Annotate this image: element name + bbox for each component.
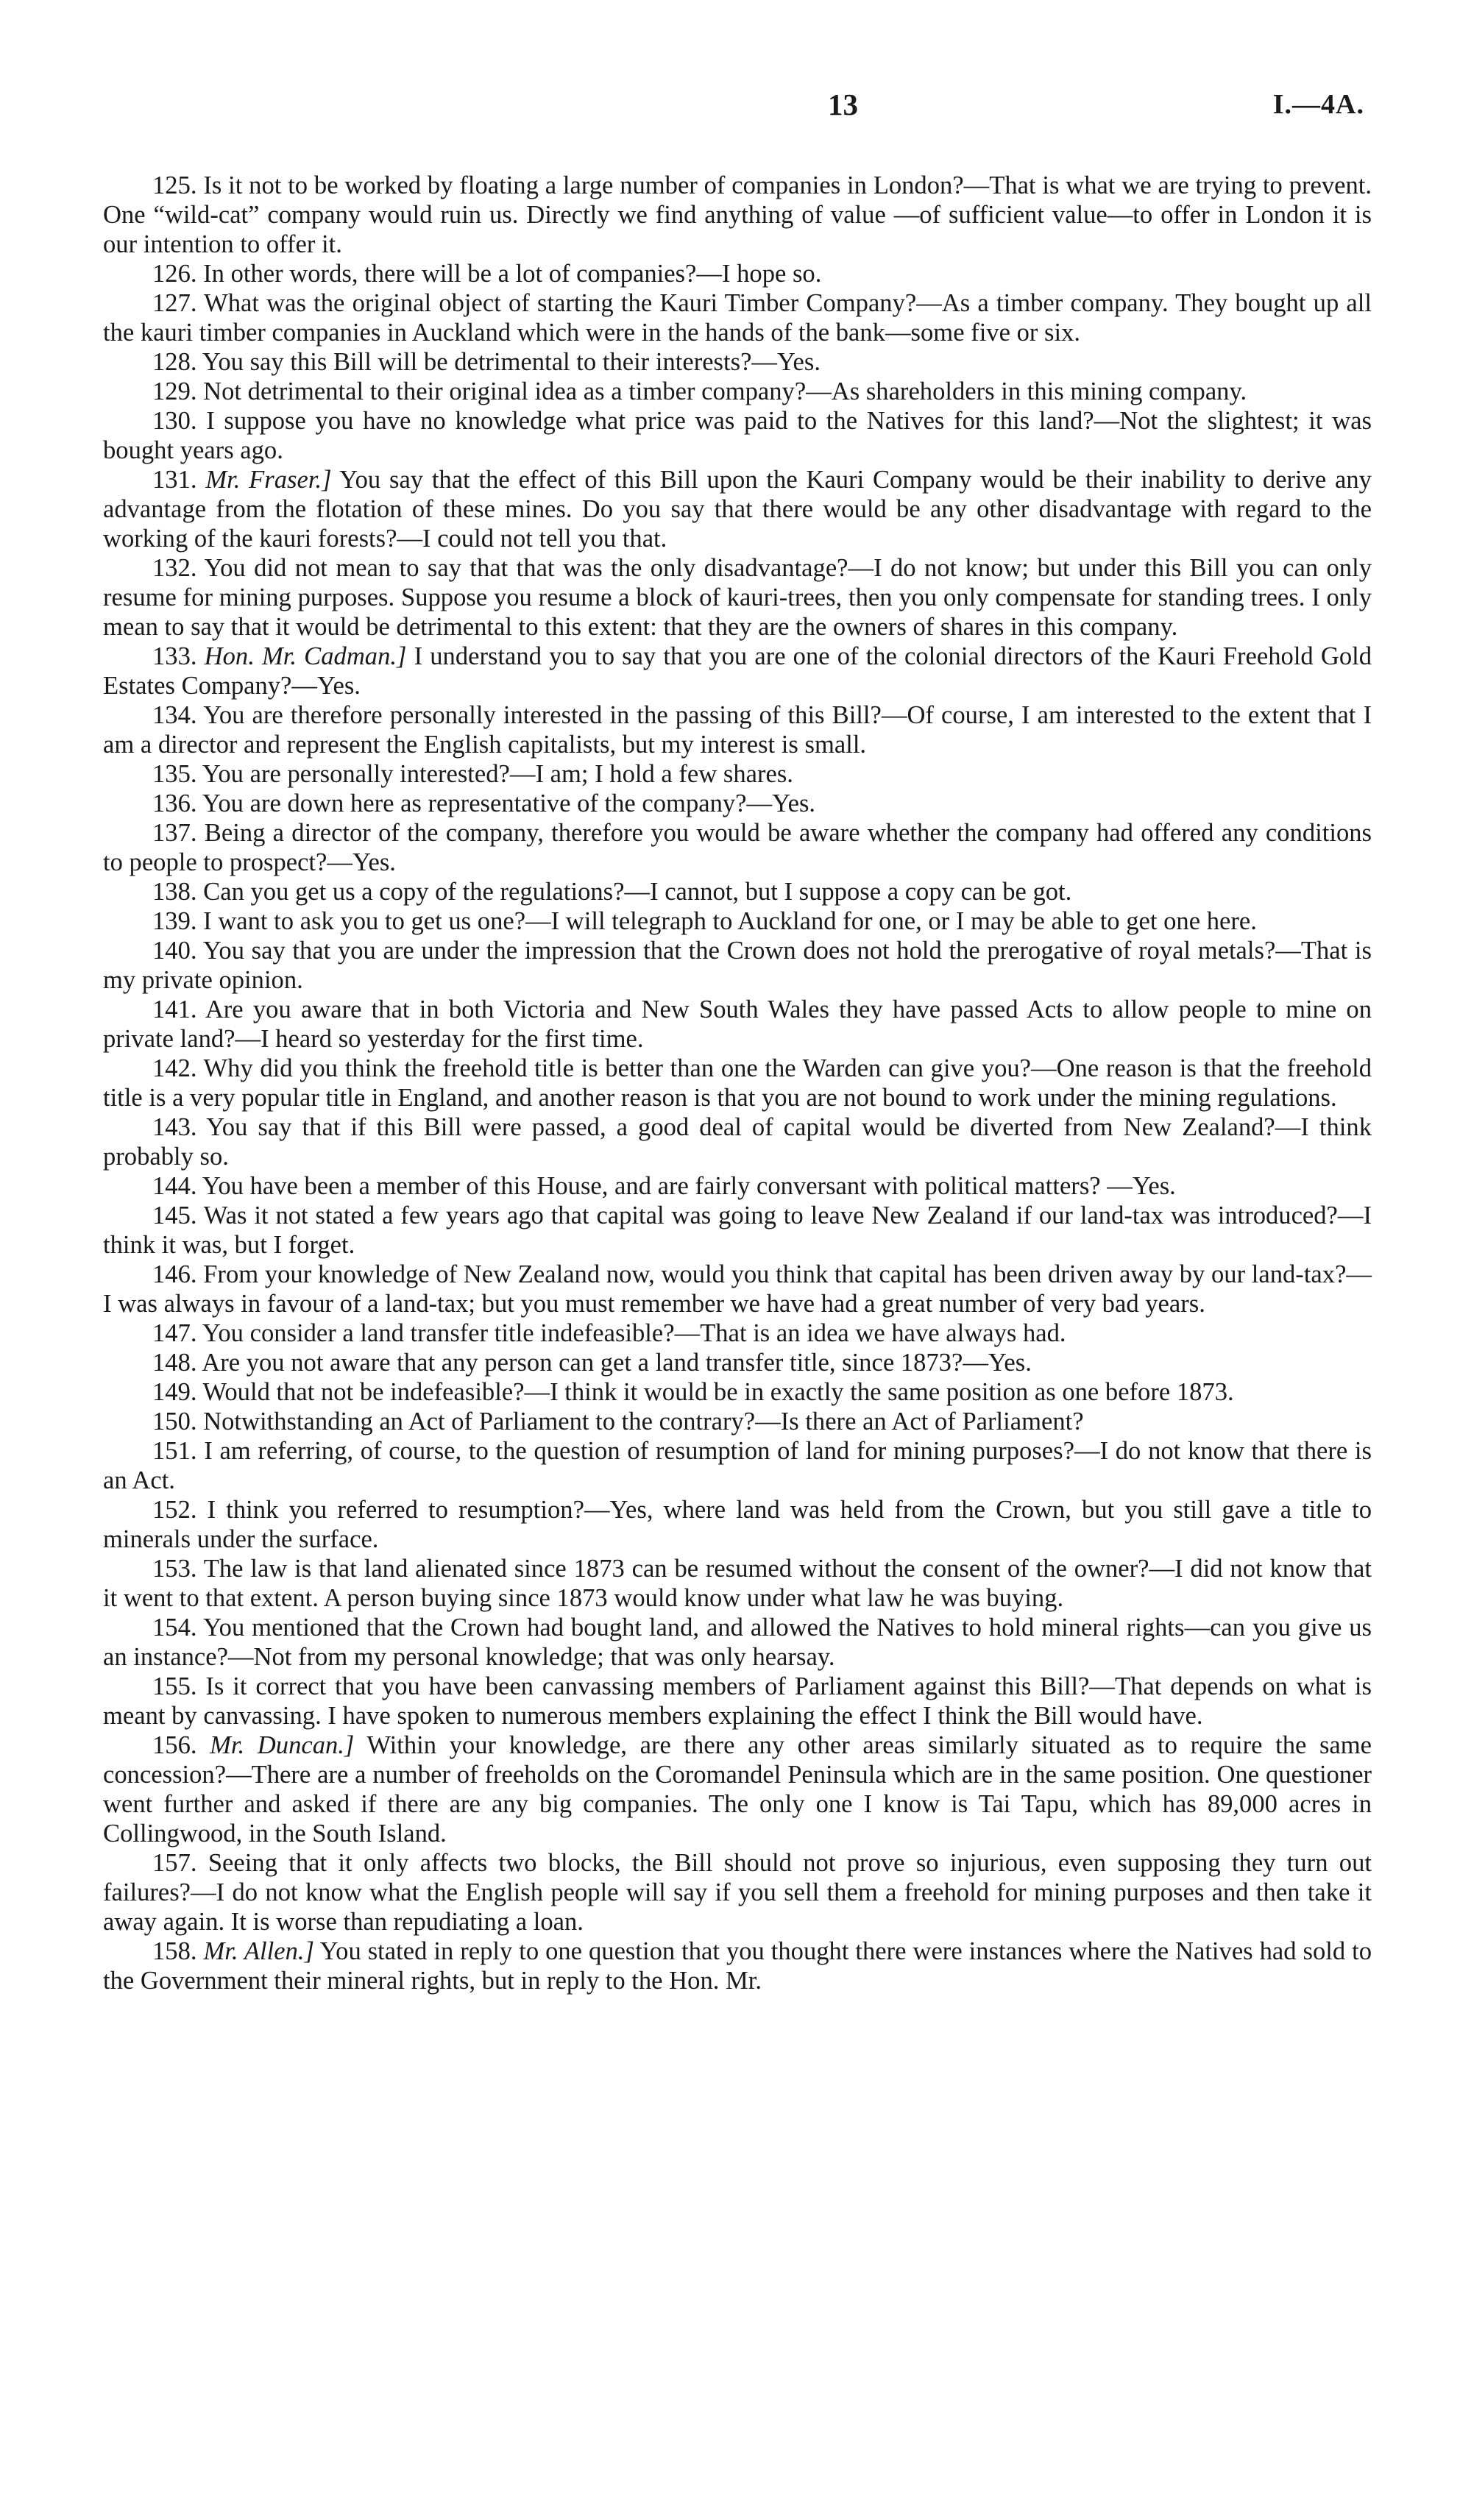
- question-paragraph: [103, 1318, 1372, 1348]
- question-number: 133.: [152, 642, 205, 670]
- speaker-name: Mr. Fraser.]: [205, 466, 332, 494]
- question-paragraph: [103, 1054, 1372, 1112]
- question-paragraph: [103, 1436, 1372, 1495]
- question-paragraph: [103, 1171, 1372, 1201]
- question-answer-text: 137. Being a director of the company, therefore you would be aware whether the company had offered any conditions to people to prospect?—Yes.: [103, 819, 1372, 876]
- question-paragraph: [103, 406, 1372, 465]
- question-paragraph: [103, 377, 1372, 406]
- question-paragraph: [103, 700, 1372, 759]
- question-paragraph: [103, 1112, 1372, 1171]
- question-paragraph: [103, 1407, 1372, 1436]
- question-paragraph: [103, 936, 1372, 995]
- question-number: 158.: [152, 1937, 204, 1965]
- question-answer-text: 139. I want to ask you to get us one?—I will telegraph to Auckland for one, or I may be able to get one here.: [152, 907, 1257, 935]
- question-answer-text: 134. You are therefore personally interested in the passing of this Bill?—Of course, I am interested to the extent that I am a director and represent the English capitalists, but my interest is small.: [103, 701, 1372, 759]
- question-answer-text: 126. In other words, there will be a lot of companies?—I hope so.: [152, 260, 822, 288]
- question-paragraph: [103, 906, 1372, 936]
- question-answer-text: 141. Are you aware that in both Victoria and New South Wales they have passed Acts to allow people to mine on private land?—I heard so yesterday for the first time.: [103, 995, 1372, 1053]
- question-answer-text: 143. You say that if this Bill were passed, a good deal of capital would be diverted from New Zealand?—I think probably so.: [103, 1113, 1372, 1171]
- question-answer-text: 147. You consider a land transfer title indefeasible?—That is an idea we have always had.: [152, 1319, 1066, 1347]
- question-answer-text: 153. The law is that land alienated since 1873 can be resumed without the consent of the owner?—I did not know that it went to that extent. A person buying since 1873 would know under what law he was buying.: [103, 1555, 1372, 1612]
- evidence-text: [103, 171, 1372, 1995]
- question-answer-text: You stated in reply to one question that you thought there were instances where the Natives had sold to the Government their mineral rights, but in reply to the Hon. Mr.: [103, 1937, 1372, 1995]
- speaker-name: Hon. Mr. Cadman.]: [204, 642, 407, 670]
- question-answer-text: 129. Not detrimental to their original idea as a timber company?—As shareholders in this mining company.: [152, 377, 1247, 405]
- question-answer-text: Within your knowledge, are there any other areas similarly situated as to require the same concession?—There are a number of freeholds on the Coromandel Peninsula which are in the same position. One questioner went further and asked if there are any big companies. The only one I know is Tai Tapu, which has 89,000 acres in Collingwood, in the South Island.: [103, 1731, 1372, 1848]
- question-paragraph: [103, 1554, 1372, 1613]
- question-answer-text: 142. Why did you think the freehold title is better than one the Warden can give you?—One reason is that the freehold title is a very popular title in England, and another reason is that you are not bound to work under the mining regulations.: [103, 1054, 1372, 1112]
- question-paragraph: [103, 759, 1372, 789]
- question-number: 131.: [152, 466, 206, 494]
- question-answer-text: 148. Are you not aware that any person can get a land transfer title, since 1873?—Yes.: [152, 1349, 1032, 1377]
- question-paragraph: [103, 465, 1372, 553]
- question-paragraph: [103, 789, 1372, 818]
- question-paragraph: [103, 171, 1372, 259]
- question-answer-text: 132. You did not mean to say that that was the only disadvantage?—I do not know; but under this Bill you can only resume for mining purposes. Suppose you resume a block of kauri-trees, then you only compensate for standing trees. I only mean to say that it would be detrimental to this extent: that they are the owners of shares in this company.: [103, 554, 1372, 641]
- question-paragraph: [103, 1613, 1372, 1672]
- question-paragraph: [103, 642, 1372, 700]
- question-answer-text: 146. From your knowledge of New Zealand now, would you think that capital has been driven away by our land-tax?—I was always in favour of a land-tax; but you must remember we have had a great number of very bad years.: [103, 1260, 1372, 1318]
- question-answer-text: 157. Seeing that it only affects two blocks, the Bill should not prove so injurious, even supposing they turn out failures?—I do not know what the English people will say if you sell them a freehold for mining purposes and then take it away again. It is worse than repudiating a loan.: [103, 1849, 1372, 1936]
- question-paragraph: [103, 1848, 1372, 1937]
- question-answer-text: 145. Was it not stated a few years ago that capital was going to leave New Zealand if our land-tax was introduced?—I think it was, but I forget.: [103, 1202, 1372, 1259]
- question-paragraph: [103, 1260, 1372, 1318]
- question-paragraph: [103, 1937, 1372, 1995]
- question-paragraph: [103, 347, 1372, 377]
- question-answer-text: 135. You are personally interested?—I am; I hold a few shares.: [152, 760, 793, 788]
- question-paragraph: [103, 553, 1372, 642]
- question-answer-text: 125. Is it not to be worked by floating a large number of companies in London?—That is what we are trying to prevent. One “wild-cat” company would ruin us. Directly we find anything of value —of sufficient value—to offer in London it is our intention to offer it.: [103, 171, 1372, 258]
- question-paragraph: [103, 1348, 1372, 1377]
- question-answer-text: 151. I am referring, of course, to the question of resumption of land for mining purposes?—I do not know that there is an Act.: [103, 1437, 1372, 1494]
- question-paragraph: [103, 1377, 1372, 1407]
- question-paragraph: [103, 288, 1372, 347]
- question-answer-text: 144. You have been a member of this House, and are fairly conversant with political matters? —Yes.: [152, 1172, 1176, 1200]
- page-number: 13: [828, 88, 858, 121]
- question-paragraph: [103, 1495, 1372, 1554]
- question-answer-text: 130. I suppose you have no knowledge what price was paid to the Natives for this land?—Not the slightest; it was bought years ago.: [103, 407, 1372, 464]
- question-answer-text: 138. Can you get us a copy of the regulations?—I cannot, but I suppose a copy can be got.: [152, 878, 1072, 906]
- question-answer-text: 154. You mentioned that the Crown had bought land, and allowed the Natives to hold mineral rights—can you give us an instance?—Not from my personal knowledge; that was only hearsay.: [103, 1614, 1372, 1671]
- speaker-name: Mr. Duncan.]: [210, 1731, 355, 1759]
- question-answer-text: 150. Notwithstanding an Act of Parliament to the contrary?—Is there an Act of Parliament?: [152, 1408, 1084, 1435]
- speaker-name: Mr. Allen.]: [203, 1937, 314, 1965]
- question-paragraph: [103, 1672, 1372, 1731]
- question-answer-text: I understand you to say that you are one of the colonial directors of the Kauri Freehold Gold Estates Company?—Yes.: [103, 642, 1372, 700]
- document-reference: I.—4A.: [1272, 89, 1364, 120]
- question-answer-text: 155. Is it correct that you have been canvassing members of Parliament against this Bill?—That depends on what is meant by canvassing. I have spoken to numerous members explaining the effect I think the Bill would have.: [103, 1672, 1372, 1730]
- question-number: 156.: [152, 1731, 210, 1759]
- question-answer-text: 127. What was the original object of starting the Kauri Timber Company?—As a timber company. They bought up all the kauri timber companies in Auckland which were in the hands of the bank—some five or six.: [103, 289, 1372, 347]
- question-answer-text: 140. You say that you are under the impression that the Crown does not hold the prerogative of royal metals?—That is my private opinion.: [103, 937, 1372, 994]
- question-answer-text: 149. Would that not be indefeasible?—I think it would be in exactly the same position as one before 1873.: [152, 1378, 1234, 1406]
- question-paragraph: [103, 818, 1372, 877]
- question-answer-text: You say that the effect of this Bill upon the Kauri Company would be their inability to derive any advantage from the flotation of these mines. Do you say that there would be any other disadvantage with regard to the working of the kauri forests?—I could not tell you that.: [103, 466, 1372, 553]
- page-header: [103, 87, 1386, 125]
- question-paragraph: [103, 1201, 1372, 1260]
- question-paragraph: [103, 995, 1372, 1054]
- question-paragraph: [103, 259, 1372, 288]
- question-answer-text: 136. You are down here as representative of the company?—Yes.: [152, 789, 816, 817]
- question-paragraph: [103, 877, 1372, 906]
- question-answer-text: 128. You say this Bill will be detrimental to their interests?—Yes.: [152, 348, 821, 376]
- question-paragraph: [103, 1731, 1372, 1848]
- question-answer-text: 152. I think you referred to resumption?—Yes, where land was held from the Crown, but you still gave a title to minerals under the surface.: [103, 1496, 1372, 1553]
